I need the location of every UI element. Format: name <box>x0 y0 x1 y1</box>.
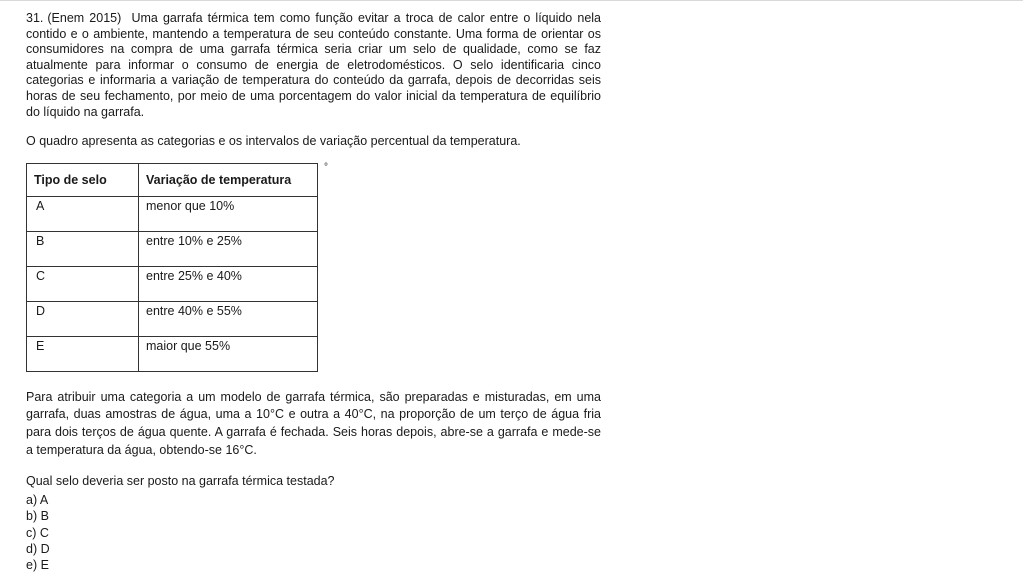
table-header-seal-type: Tipo de selo <box>27 163 139 196</box>
question-intro-text: Uma garrafa térmica tem como função evitar a troca de calor entre o líquido nela contido e o ambiente, mantendo a temperatura de seu conteúdo constante. Uma forma de orientar os consumidores na compra de uma garrafa térmica seria criar um selo de qualidade, como se faz atualmente para informar o consumo de energia de eletrodomésticos. O selo identificaria cinco categorias e informaria a variação de temperatura do conteúdo da garrafa, depois de decorridas seis horas de seu fechamento, por meio de uma porcentagem do valor inicial da temperatura de equilíbrio do líquido na garrafa. <box>26 11 601 119</box>
table-row <box>27 196 318 231</box>
table-cell-seal: C <box>27 266 139 301</box>
table-trailing-mark: ° <box>324 161 328 173</box>
table-cell-variation: entre 40% e 55% <box>139 301 318 336</box>
question-source: (Enem 2015) <box>47 11 122 25</box>
table-cell-variation: menor que 10% <box>139 196 318 231</box>
seal-category-table <box>26 163 318 372</box>
question-number: 31. <box>26 11 44 25</box>
table-row <box>27 266 318 301</box>
table-cell-seal: B <box>27 231 139 266</box>
table-lead-text: O quadro apresenta as categorias e os intervalos de variação percentual da temperatura. <box>26 134 521 149</box>
table-cell-seal: A <box>27 196 139 231</box>
question-page <box>26 11 601 574</box>
table-header-row <box>27 163 318 196</box>
scenario-text: Para atribuir uma categoria a um modelo de garrafa térmica, são preparadas e misturadas, em uma garrafa, duas amostras de água, uma a 10°C e outra a 40°C, na proporção de um terço de água fria para dois terços de água quente. A garrafa é fechada. Seis horas depois, abre-se a garrafa e mede-se a temperatura da água, obtendo-se 16°C. <box>26 389 601 457</box>
option-b[interactable]: b) B <box>26 509 49 524</box>
answer-options <box>26 492 601 574</box>
table-header-temperature-variation: Variação de temperatura <box>139 163 318 196</box>
option-e[interactable]: e) E <box>26 558 49 573</box>
option-a[interactable]: a) A <box>26 492 49 507</box>
table-row <box>27 231 318 266</box>
option-c[interactable]: c) C <box>26 525 49 540</box>
table-cell-seal: E <box>27 336 139 371</box>
option-d[interactable]: d) D <box>26 541 50 556</box>
table-cell-variation: entre 10% e 25% <box>139 231 318 266</box>
table-cell-variation: maior que 55% <box>139 336 318 371</box>
top-border <box>0 0 1023 1</box>
table-row <box>27 336 318 371</box>
question-intro <box>26 11 601 120</box>
table-cell-variation: entre 25% e 40% <box>139 266 318 301</box>
question-prompt: Qual selo deveria ser posto na garrafa térmica testada? <box>26 474 335 489</box>
table-cell-seal: D <box>27 301 139 336</box>
table-row <box>27 301 318 336</box>
seal-table-wrapper <box>26 163 326 372</box>
